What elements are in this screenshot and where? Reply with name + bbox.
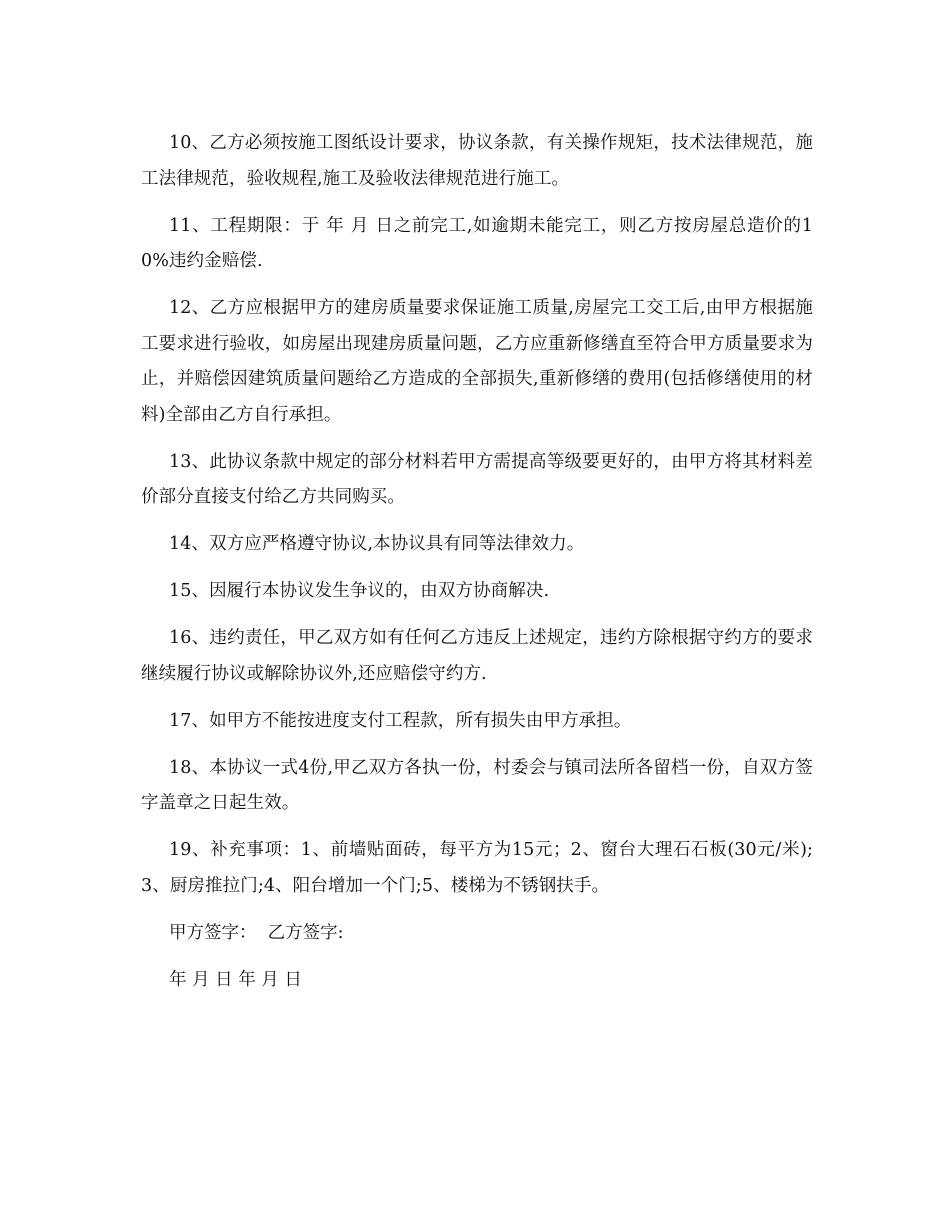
clause-12: 12、乙方应根据甲方的建房质量要求保证施工质量,房屋完工交工后,由甲方根据施工要求进行验收，如房屋出现建房质量问题，乙方应重新修缮直至符合甲方质量要求为止，并赔偿因建筑质量问题给乙方造成的全部损失,重新修缮的费用(包括修缮使用的材料)全部由乙方自行承担。 bbox=[141, 298, 813, 425]
document-body bbox=[141, 126, 813, 998]
clause-18: 18、本协议一式4份,甲乙双方各执一份，村委会与镇司法所各留档一份，自双方签字盖章之日起生效。 bbox=[141, 757, 813, 813]
clause-19: 19、补充事项：1、前墙贴面砖，每平方为15元；2、窗台大理石石板(30元/米);3、厨房推拉门;4、阳台增加一个门;5、楼梯为不锈钢扶手。 bbox=[141, 840, 813, 896]
signature-line: 甲方签字： 乙方签字: bbox=[169, 922, 344, 943]
clause-16: 16、违约责任，甲乙双方如有任何乙方违反上述规定，违约方除根据守约方的要求继续履行协议或解除协议外,还应赔偿守约方. bbox=[141, 628, 813, 684]
clause-17: 17、如甲方不能按进度支付工程款，所有损失由甲方承担。 bbox=[169, 710, 632, 731]
clause-10: 10、乙方必须按施工图纸设计要求，协议条款，有关操作规矩，技术法律规范，施工法律规范，验收规程,施工及验收法律规范进行施工。 bbox=[141, 133, 813, 189]
clause-13: 13、此协议条款中规定的部分材料若甲方需提高等级要更好的，由甲方将其材料差价部分直接支付给乙方共同购买。 bbox=[141, 451, 813, 507]
clause-15: 15、因履行本协议发生争议的，由双方协商解决. bbox=[169, 581, 550, 601]
clause-14: 14、双方应严格遵守协议,本协议具有同等法律效力。 bbox=[169, 534, 585, 554]
date-line: 年 月 日 年 月 日 bbox=[169, 969, 302, 990]
clause-11: 11、工程期限：于 年 月 日之前完工,如逾期未能完工，则乙方按房屋总造价的10%违约金赔偿. bbox=[141, 215, 813, 271]
